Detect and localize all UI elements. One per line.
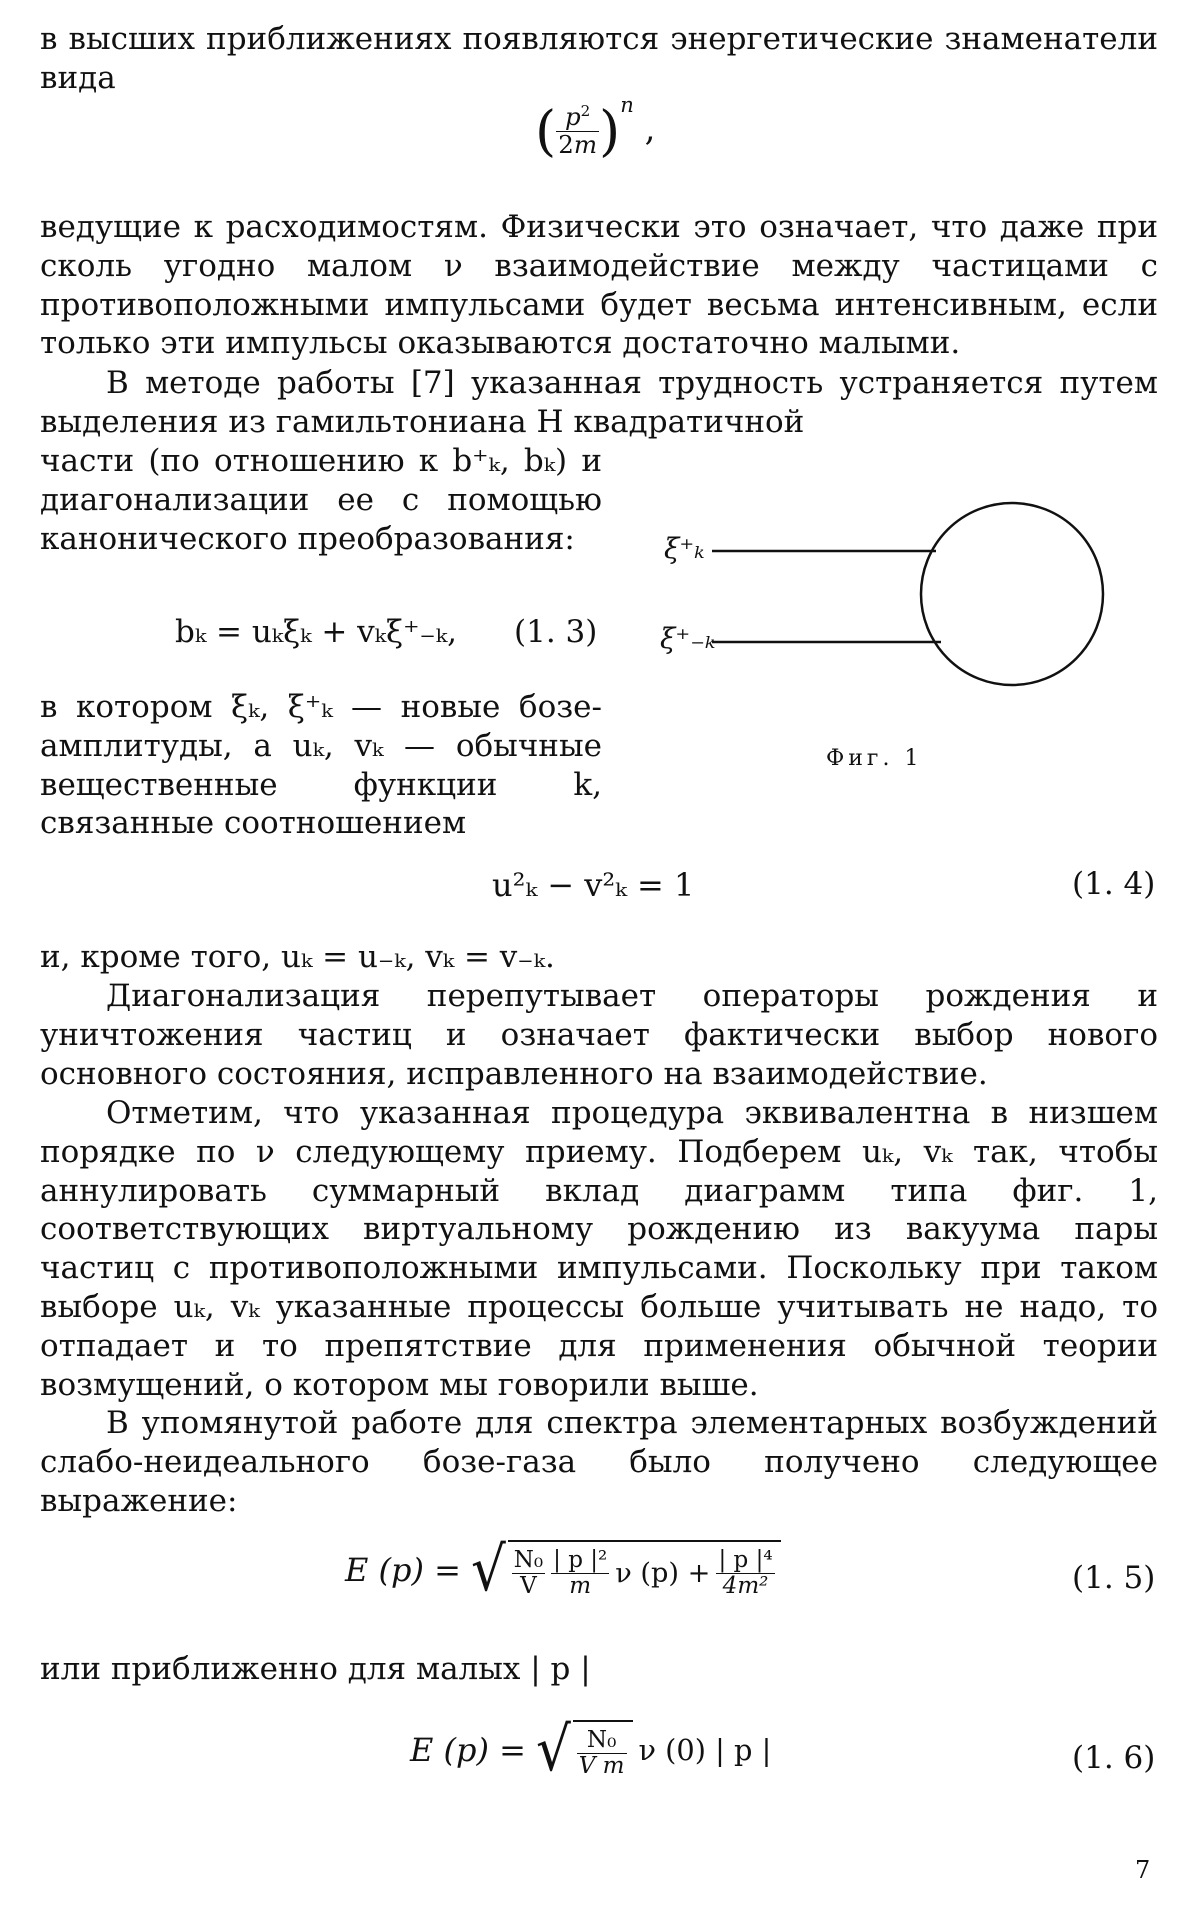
figure-caption: Фиг. 1 — [826, 746, 923, 771]
loop-circle — [921, 503, 1103, 685]
label-xi-minus-k: ξ⁺₋ₖ — [660, 622, 716, 655]
formula-energy-denominator: ( $\frac{p^2}{2m}$ )$^n$ , — [535, 92, 656, 163]
formula-1-6-n0: N₀ — [577, 1728, 627, 1754]
formula-1-6-rest: ν (0) | p | — [638, 1733, 772, 1768]
formula-1-6-sqrt: √ $\frac{\text{N₀}}{\text{V m}}$ — [534, 1720, 633, 1781]
formula-1-5-m: m — [569, 1572, 592, 1599]
label-xi-k: ξ⁺ₖ — [664, 532, 705, 565]
feynman-diagram-figure — [640, 470, 1160, 730]
diagram-svg — [640, 470, 1160, 730]
paragraph-5: и, кроме того, uₖ = u₋ₖ, vₖ = v₋ₖ. — [40, 939, 555, 975]
formula-1-5-sqrt: √ $\frac{\text{N₀}}{V}$ $\frac{\text{| p |²}}{m}$ ν (p) + $\frac{\text{| p |⁴}}{\text{4m²}}$ — [469, 1540, 781, 1601]
page-number: 7 — [1135, 1856, 1151, 1884]
formula-1-5-m2: 4m² — [722, 1572, 769, 1599]
formula-1-5-n0: N₀ — [513, 1546, 544, 1573]
formula-1-3: bₖ = uₖξₖ + vₖξ⁺₋ₖ, — [175, 614, 457, 650]
formula-1-5-lhs: E (p) = — [345, 1551, 461, 1590]
formula-1-6-lhs: E (p) = — [410, 1731, 526, 1770]
paragraph-7: Отметим, что указанная процедура эквивалентна в низшем порядке по ν следующему приему. Подберем uₖ, vₖ так, чтобы аннулировать суммарный вклад диаграмм типа фиг. 1, соответствующих виртуальному рождению из вакуума пары частиц с противоположными импульсами. Поскольку при таком выборе uₖ, vₖ указанные процессы больше учитывать не надо, то отпадает и то препятствие для применения обычной теории возмущений, о котором мы говорили выше. — [40, 1095, 1158, 1403]
equation-number-1-6: (1. 6) — [1072, 1740, 1156, 1776]
paragraph-1: в высших приближениях появляются энергетические знаменатели вида — [40, 21, 1158, 96]
paragraph-3-narrow: части (по отношению к b⁺ₖ, bₖ) и диагонализации ее с помощью канонического преобразования: — [40, 443, 602, 557]
equation-number-1-3: (1. 3) — [514, 614, 598, 650]
paragraph-4-narrow: в котором ξₖ, ξ⁺ₖ — новые бозе-амплитуды, а uₖ, vₖ — обычные вещественные функции k, связанные соотношением — [40, 689, 602, 842]
equation-number-1-4: (1. 4) — [1072, 866, 1156, 902]
equation-number-1-5: (1. 5) — [1072, 1560, 1156, 1596]
formula-1-5 — [345, 1535, 781, 1605]
paragraph-3-full: В методе работы [7] указанная трудность устраняется путем выделения из гамильтониана H квадратичной — [40, 365, 1158, 440]
formula-1-4: u²ₖ − v²ₖ = 1 — [492, 866, 695, 904]
paragraph-9: или приближенно для малых | p | — [40, 1651, 591, 1687]
formula-1-6 — [410, 1715, 772, 1785]
formula-1-5-p4: | p |⁴ — [718, 1546, 773, 1573]
formula-1-5-v: V — [520, 1572, 537, 1599]
formula-1-5-nu: ν (p) + — [615, 1557, 711, 1589]
paragraph-8: В упомянутой работе для спектра элементарных возбуждений слабо-неидеального бозе-газа было получено следующее выражение: — [40, 1405, 1158, 1519]
formula-1-5-p2: | p |² — [553, 1546, 608, 1573]
paragraph-6: Диагонализация перепутывает операторы рождения и уничтожения частиц и означает фактически выбор нового основного состояния, исправленного на взаимодействие. — [40, 978, 1158, 1092]
paragraph-2: ведущие к расходимостям. Физически это означает, что даже при сколь угодно малом ν взаимодействие между частицами с противоположными импульсами будет весьма интенсивным, если только эти импульсы оказываются достаточно малыми. — [40, 209, 1158, 362]
formula-1-6-vm: V m — [578, 1752, 625, 1779]
